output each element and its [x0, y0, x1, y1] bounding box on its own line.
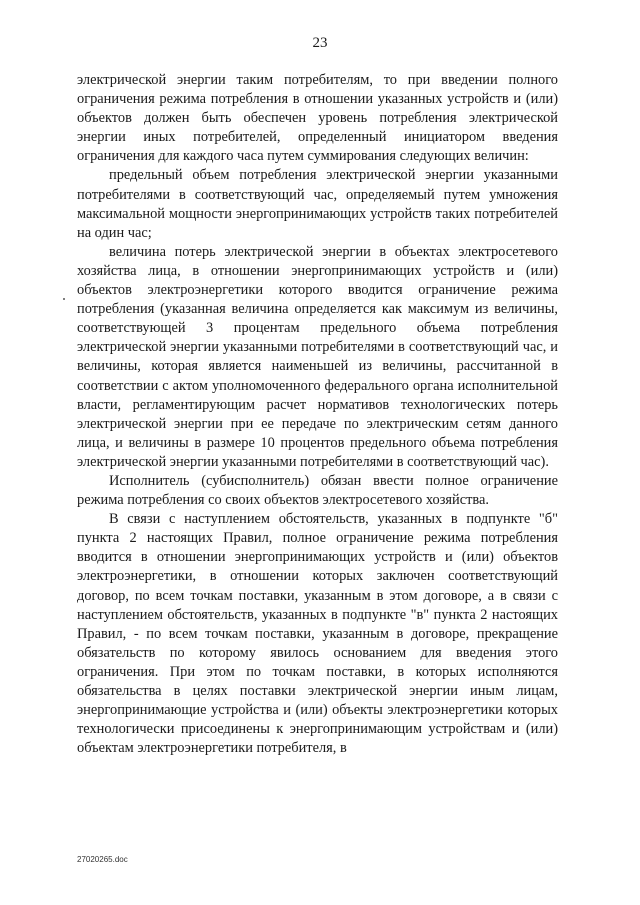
page-number: 23	[312, 35, 328, 51]
paragraph-energy-losses: величина потерь электрической энергии в объектах электросетевого хозяйства лица, в отношении энергопринимающих устройств и (или) объектов электроэнергетики которого вводится ограничение режима потребления (указанная величина определяется как максимум из величины, соответствующей 3 процентам предельного объема потребления электрической энергии указанными потребителями в соответствующий час, и величины, которая является наименьшей из величины, рассчитанной в соответствии с актом уполномоченного федерального органа исполнительной власти, регламентирующим расчет нормативов технологических потерь электрической энергии при ее передаче по электрическим сетям данного лица, и величины в размере 10 процентов предельного объема потребления электрической энергии указанными потребителями в соответствующий час).	[77, 243, 558, 470]
paragraph-continuation: электрической энергии таким потребителям, то при введении полного ограничения режима потребления в отношении указанных устройств и (или) объектов должен быть обеспечен уровень потребления электрической энергии иных потребителей, определенный инициатором введения ограничения для каждого часа путем суммирования следующих величин:	[77, 72, 558, 165]
scan-artifact-dot	[63, 298, 65, 300]
paragraph-consumption-limit: предельный объем потребления электрической энергии указанными потребителями в соответствующий час, определяемый путем умножения максимальной мощности энергопринимающих устройств таких потребителей на один час;	[77, 167, 558, 241]
paragraph-full-restriction: В связи с наступлением обстоятельств, указанных в подпункте "б" пункта 2 настоящих Правил, полное ограничение режима потребления вводится в отношении энергопринимающих устройств и (или) объектов электроэнергетики, в отношении которых заключен соответствующий договор, по всем точкам поставки, указанным в этом договоре, а в связи с наступлением обстоятельств, указанных в подпункте "в" пункта 2 настоящих Правил, - по всем точкам поставки, указанным в договоре, прекращение обязательств по которому явилось основанием для введения этого ограничения. При этом по точкам поставки, в которых исполняются обязательства в целях поставки электрической энергии иным лицам, энергопринимающие устройства и (или) объекты электроэнергетики которых технологически присоединены к энергопринимающим устройствам и (или) объектам электроэнергетики потребителя, в	[77, 511, 558, 757]
document-body	[77, 71, 558, 758]
paragraph-executor-obligation: Исполнитель (субисполнитель) обязан ввести полное ограничение режима потребления со своих объектов электросетевого хозяйства.	[77, 472, 558, 509]
footer-filename: 27020265.doc	[77, 855, 128, 864]
